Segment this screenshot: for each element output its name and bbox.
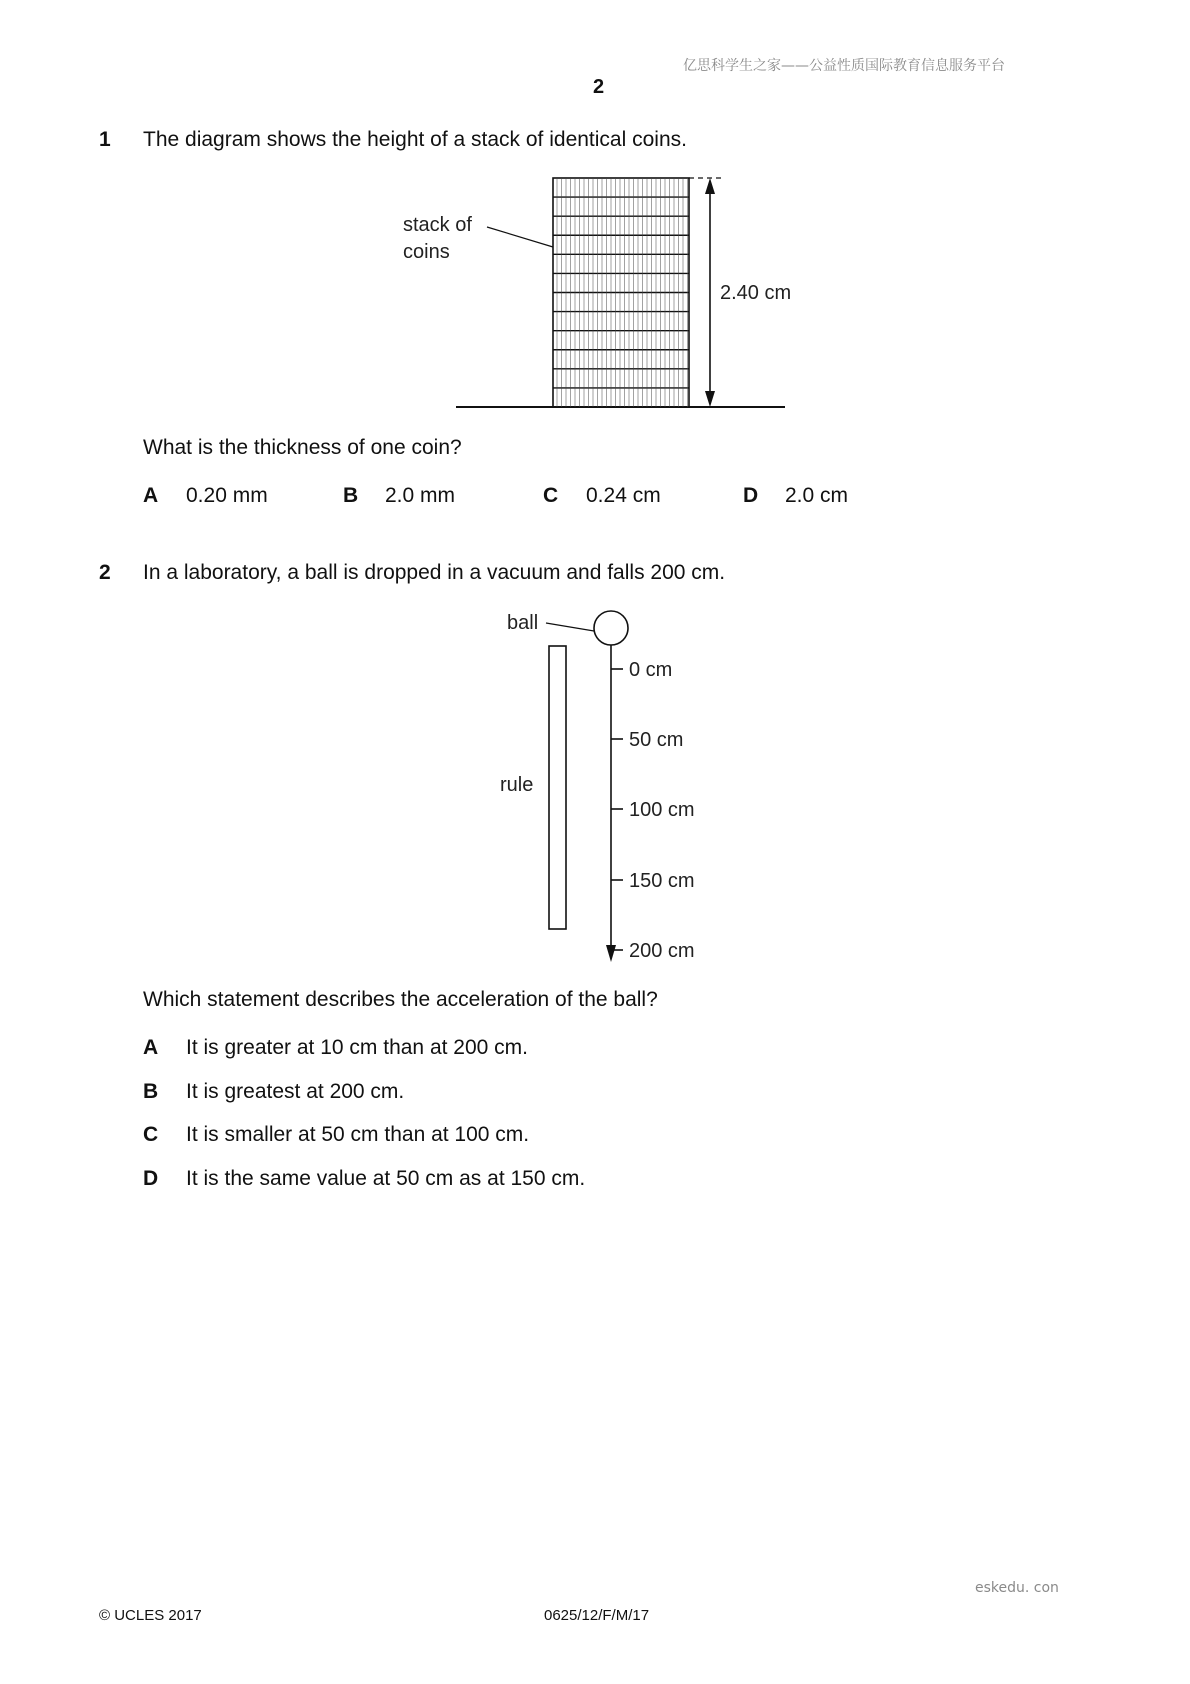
question-text: In a laboratory, a ball is dropped in a vacuum and falls 200 cm. bbox=[143, 561, 726, 584]
height-arrow bbox=[705, 178, 715, 407]
rule-label: rule bbox=[500, 774, 534, 796]
question-prompt: What is the thickness of one coin? bbox=[143, 436, 462, 459]
ball-leader-line bbox=[546, 623, 594, 631]
ball-label: ball bbox=[507, 612, 539, 634]
option-c-text: It is smaller at 50 cm than at 100 cm. bbox=[186, 1123, 530, 1146]
page-number: 2 bbox=[593, 76, 605, 98]
scale-label-200: 200 cm bbox=[629, 940, 695, 962]
option-c-text: 0.24 cm bbox=[586, 484, 661, 507]
option-c-letter: C bbox=[543, 484, 559, 507]
stack-leader-line bbox=[487, 227, 553, 247]
option-c-letter: C bbox=[143, 1123, 159, 1146]
ball bbox=[594, 611, 628, 645]
question-text: The diagram shows the height of a stack of identical coins. bbox=[143, 128, 687, 151]
fall-arrowhead bbox=[606, 945, 616, 962]
option-a-letter: A bbox=[143, 1036, 159, 1059]
coin-stack bbox=[553, 178, 689, 407]
footer-paper-code: 0625/12/F/M/17 bbox=[544, 1607, 650, 1624]
scale-label-100: 100 cm bbox=[629, 799, 695, 821]
scale-label-50: 50 cm bbox=[629, 729, 684, 751]
option-b-letter: B bbox=[143, 1080, 159, 1103]
option-a-text: 0.20 mm bbox=[186, 484, 268, 507]
scale-label-0: 0 cm bbox=[629, 659, 673, 681]
header-watermark: 亿思科学生之家——公益性质国际教育信息服务平台 bbox=[683, 58, 1005, 74]
option-b-letter: B bbox=[343, 484, 359, 507]
question-number: 2 bbox=[99, 561, 111, 584]
stack-label-line1: stack of bbox=[403, 214, 472, 236]
option-d-letter: D bbox=[743, 484, 759, 507]
option-b-text: 2.0 mm bbox=[385, 484, 456, 507]
falling-ball-diagram bbox=[480, 598, 740, 970]
option-d-text: It is the same value at 50 cm as at 150 cm. bbox=[186, 1167, 586, 1190]
stack-label-line2: coins bbox=[403, 241, 450, 263]
question-prompt: Which statement describes the acceleration of the ball? bbox=[143, 988, 658, 1011]
scale-label-150: 150 cm bbox=[629, 870, 695, 892]
option-a-letter: A bbox=[143, 484, 159, 507]
rule bbox=[549, 646, 566, 929]
height-label: 2.40 cm bbox=[720, 282, 792, 304]
footer-copyright: © UCLES 2017 bbox=[99, 1607, 202, 1624]
coin-stack-diagram bbox=[380, 165, 800, 415]
question-number: 1 bbox=[99, 128, 111, 151]
footer-site-watermark: eskedu. con bbox=[975, 1580, 1059, 1596]
option-b-text: It is greatest at 200 cm. bbox=[186, 1080, 405, 1103]
option-d-text: 2.0 cm bbox=[785, 484, 849, 507]
option-a-text: It is greater at 10 cm than at 200 cm. bbox=[186, 1036, 528, 1059]
option-d-letter: D bbox=[143, 1167, 159, 1190]
